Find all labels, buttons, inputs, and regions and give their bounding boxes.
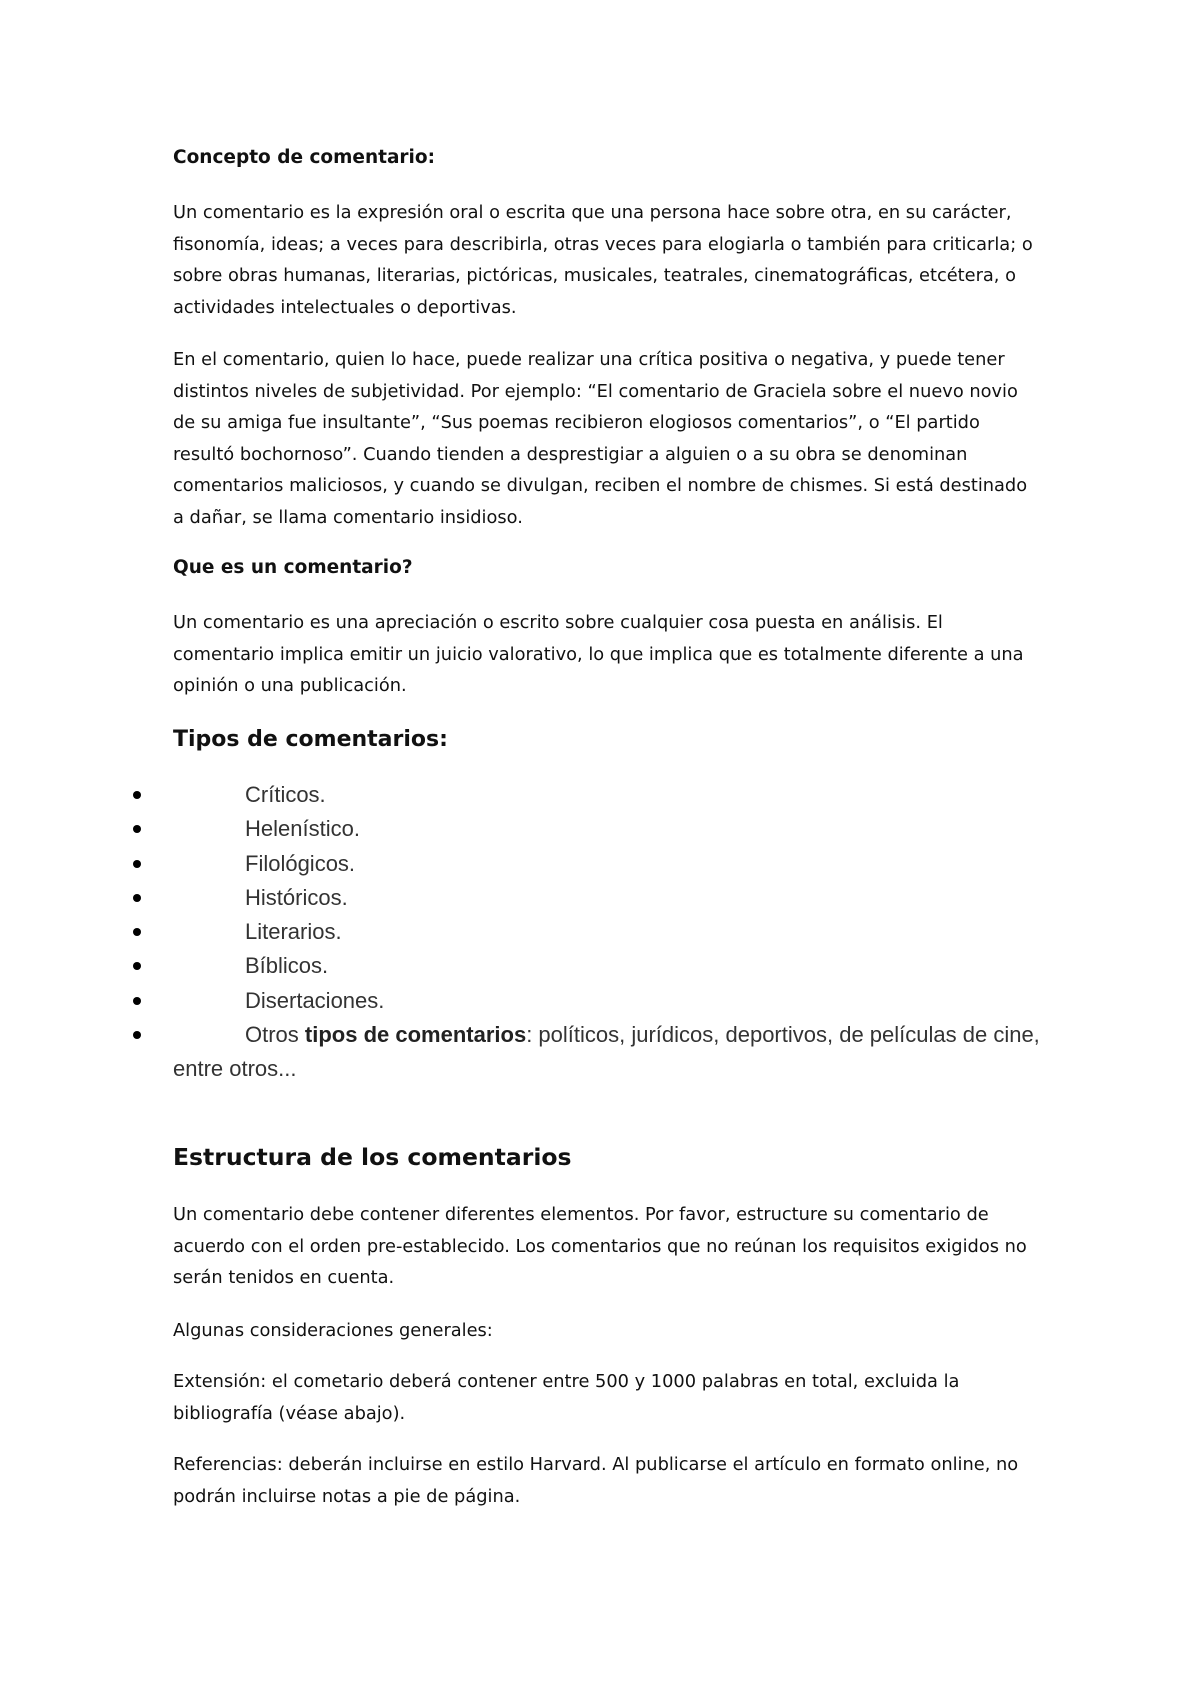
list-item-text: Bíblicos.	[245, 953, 329, 979]
list-item	[173, 984, 1073, 1018]
paragraph-concepto-2: En el comentario, quien lo hace, puede realizar una crítica positiva o negativa, y puede tener distintos niveles de subjetividad. Por ejemplo: “El comentario de Graciela sobre el nuevo novio de su amiga fue insultante”, “Sus poemas recibieron elogiosos comentarios”, o “El partido resultó bochornoso”. Cuando tienden a desprestigiar a alguien o a su obra se denominan comentarios maliciosos, y cuando se divulgan, reciben el nombre de chismes. Si está destinado a dañar, se llama comentario insidioso.	[173, 349, 1028, 528]
list-item-text: Filológicos.	[245, 850, 356, 876]
paragraph-estructura-4: Referencias: deberán incluirse en estilo Harvard. Al publicarse el artículo en formato online, no podrán incluirse notas a pie de página.	[173, 1454, 1019, 1507]
tipos-list	[173, 778, 1073, 1087]
list-item	[173, 812, 1073, 846]
list-item-text: Disertaciones.	[245, 987, 385, 1013]
list-item-text: Otros	[245, 1022, 305, 1048]
bullet-icon	[133, 928, 141, 936]
list-item	[173, 915, 1073, 949]
heading-estructura: Estructura de los comentarios	[173, 1143, 572, 1171]
list-item-text: Helenístico.	[245, 816, 360, 842]
bullet-icon	[133, 1031, 141, 1039]
bullet-icon	[133, 860, 141, 868]
paragraph-que-es: Un comentario es una apreciación o escrito sobre cualquier cosa puesta en análisis. El comentario implica emitir un juicio valorativo, lo que implica que es totalmente diferente a una opinión o una publicación.	[173, 612, 1024, 696]
heading-tipos: Tipos de comentarios:	[173, 727, 448, 752]
list-item-text: : políticos, jurídicos, deportivos, de películas de cine, entre otros...	[173, 1022, 1040, 1082]
list-item-text: Históricos.	[245, 884, 348, 910]
list-item-text: Literarios.	[245, 919, 342, 945]
bullet-icon	[133, 825, 141, 833]
paragraph-estructura-1: Un comentario debe contener diferentes elementos. Por favor, estructure su comentario de acuerdo con el orden pre-establecido. Los comentarios que no reúnan los requisitos exigidos no serán tenidos en cuenta.	[173, 1204, 1027, 1288]
list-item-bold-text: tipos de comentarios	[304, 1022, 527, 1048]
paragraph-estructura-3: Extensión: el cometario deberá contener entre 500 y 1000 palabras en total, excluida la bibliografía (véase abajo).	[173, 1371, 960, 1424]
paragraph-concepto-1: Un comentario es la expresión oral o escrita que una persona hace sobre otra, en su carácter, fisonomía, ideas; a veces para describirla, otras veces para elogiarla o también para criticarla; o sobre obras humanas, literarias, pictóricas, musicales, teatrales, cinematográficas, etcétera, o actividades intelectuales o deportivas.	[173, 202, 1033, 318]
heading-concepto: Concepto de comentario:	[173, 147, 436, 168]
list-item	[173, 881, 1073, 915]
bullet-icon	[133, 997, 141, 1005]
list-item-text: Críticos.	[245, 782, 326, 807]
list-item	[173, 778, 1073, 812]
bullet-icon	[133, 962, 141, 970]
bullet-icon	[133, 894, 141, 902]
paragraph-estructura-2: Algunas consideraciones generales:	[173, 1320, 493, 1341]
heading-que-es: Que es un comentario?	[173, 557, 413, 578]
list-item	[173, 949, 1073, 983]
list-item	[173, 847, 1073, 881]
bullet-icon	[133, 791, 141, 799]
list-item	[173, 1018, 1073, 1087]
